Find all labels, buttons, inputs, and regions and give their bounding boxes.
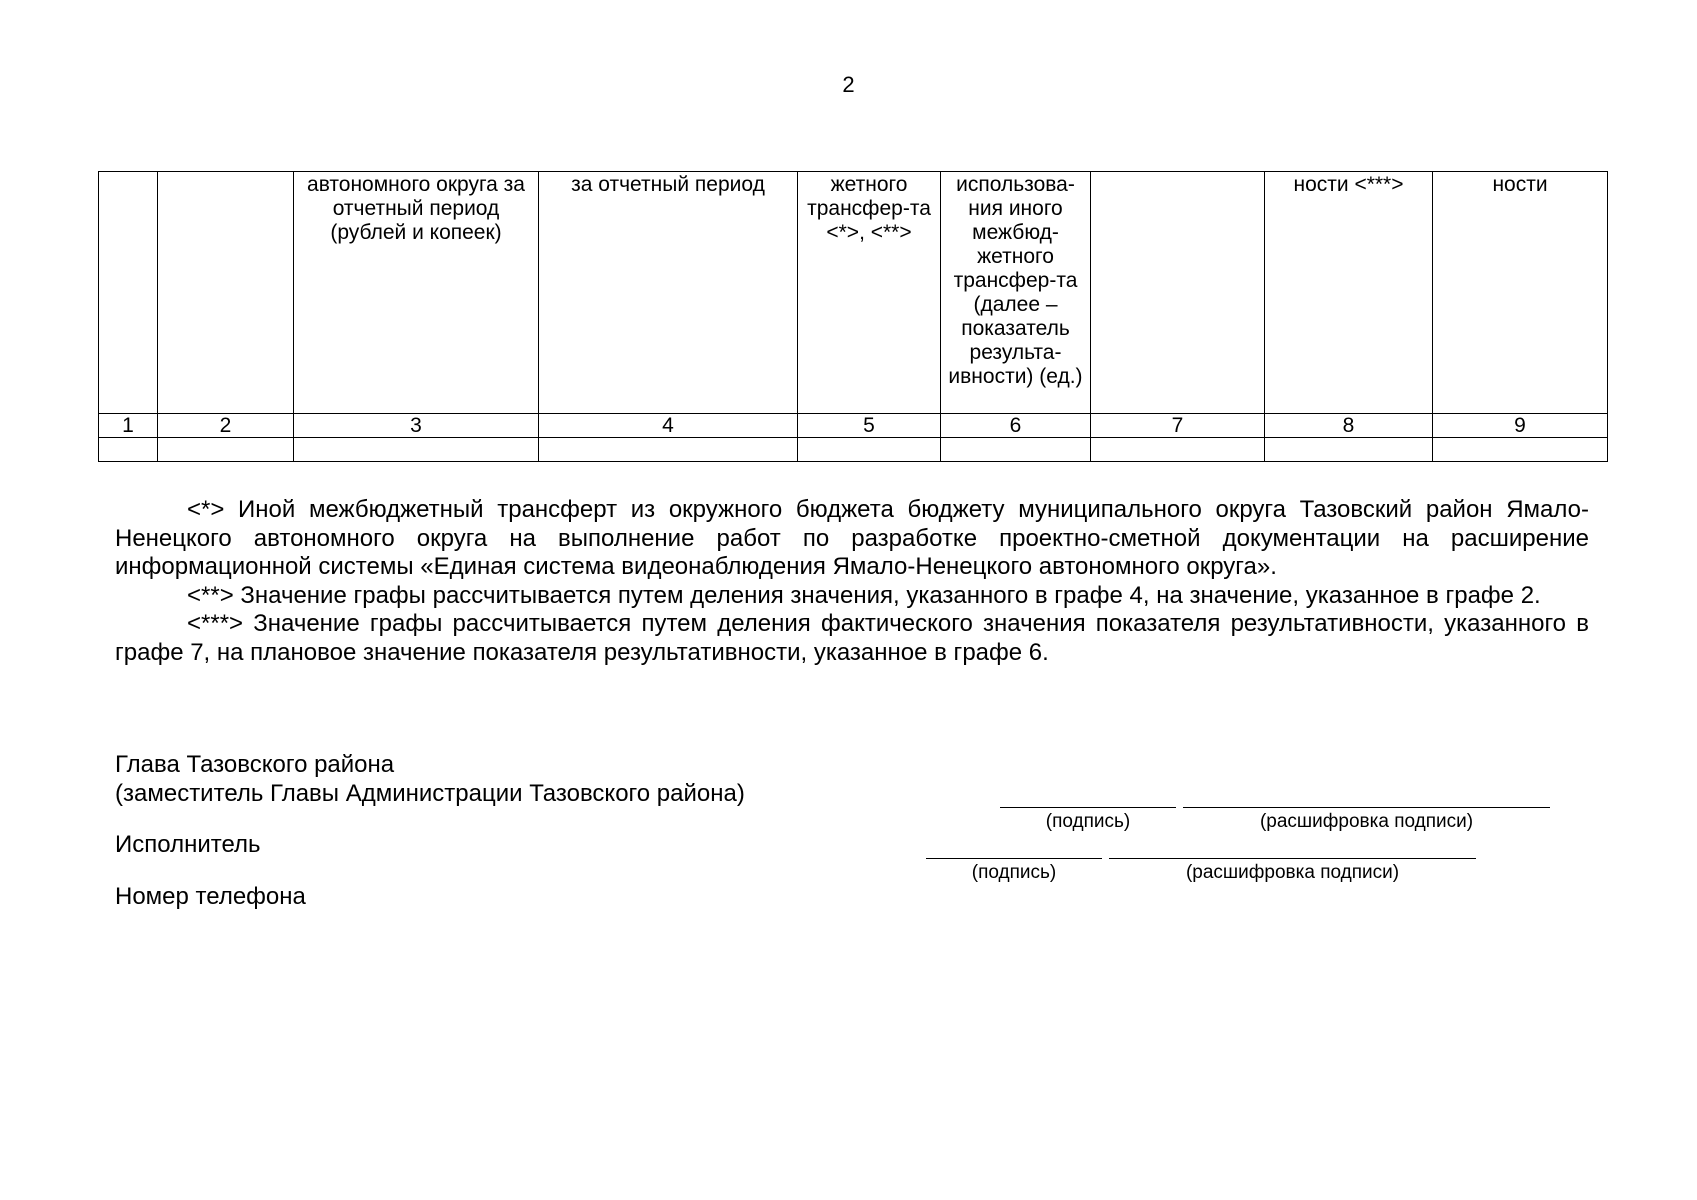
executor-signature-line xyxy=(926,858,1102,859)
header-cell-4: за отчетный период xyxy=(539,172,798,414)
column-numbers-row xyxy=(99,414,1608,438)
table-cell xyxy=(1091,438,1265,462)
table-row xyxy=(99,438,1608,462)
table-cell xyxy=(1265,438,1433,462)
table-cell xyxy=(941,438,1091,462)
footnote-1: <*> Иной межбюджетный трансферт из окружного бюджета бюджету муниципального округа Тазовский район Ямало-Ненецкого автономного округа на выполнение работ по разработке проектно-сметной документации на расширение информационной системы «Единая система видеонаблюдения Ямало-Ненецкого автономного округа». xyxy=(115,496,1589,580)
footnotes xyxy=(115,496,1589,667)
head-decoding-caption: (расшифровка подписи) xyxy=(1259,811,1474,832)
footnote-3: <***> Значение графы рассчитывается путем деления фактического значения показателя результативности, указанного в графе 7, на плановое значение показателя результативности, указанное в графе 6. xyxy=(115,610,1589,666)
executor-label: Исполнитель xyxy=(115,831,261,858)
head-decoding-line xyxy=(1183,807,1550,808)
phone-label: Номер телефона xyxy=(115,883,306,910)
table-cell xyxy=(158,438,294,462)
column-number-3: 3 xyxy=(294,414,539,438)
head-title-line2: (заместитель Главы Администрации Тазовского района) xyxy=(115,780,745,807)
head-title-line1: Глава Тазовского района xyxy=(115,751,395,778)
column-number-1: 1 xyxy=(99,414,158,438)
header-cell-5: жетного трансфер-та <*>, <**> xyxy=(798,172,941,414)
header-cell-1 xyxy=(99,172,158,414)
header-cell-8: ности <***> xyxy=(1265,172,1433,414)
table-cell xyxy=(1433,438,1608,462)
page-number: 2 xyxy=(842,72,855,97)
header-cell-7 xyxy=(1091,172,1265,414)
column-number-5: 5 xyxy=(798,414,941,438)
executor-signature-caption: (подпись) xyxy=(971,862,1057,883)
report-table xyxy=(98,171,1608,462)
header-cell-2 xyxy=(158,172,294,414)
executor-decoding-caption: (расшифровка подписи) xyxy=(1185,862,1400,883)
footnote-2: <**> Значение графы рассчитывается путем деления значения, указанного в графе 4, на значение, указанное в графе 2. xyxy=(187,581,1541,609)
header-cell-3: автономного округа за отчетный период (рублей и копеек) xyxy=(294,172,539,414)
head-signature-caption: (подпись) xyxy=(1045,811,1131,832)
column-number-4: 4 xyxy=(539,414,798,438)
column-number-7: 7 xyxy=(1091,414,1265,438)
table-cell xyxy=(99,438,158,462)
column-number-6: 6 xyxy=(941,414,1091,438)
column-number-2: 2 xyxy=(158,414,294,438)
table-cell xyxy=(798,438,941,462)
column-number-9: 9 xyxy=(1433,414,1608,438)
column-number-8: 8 xyxy=(1265,414,1433,438)
header-cell-9: ности xyxy=(1433,172,1608,414)
header-cell-6: использова-ния иного межбюд-жетного трансфер-та (далее – показатель результа-ивности) (ед.) xyxy=(941,172,1091,414)
table-header-row xyxy=(99,172,1608,414)
head-signature-line xyxy=(1000,807,1176,808)
executor-decoding-line xyxy=(1109,858,1476,859)
table-cell xyxy=(294,438,539,462)
table-cell xyxy=(539,438,798,462)
